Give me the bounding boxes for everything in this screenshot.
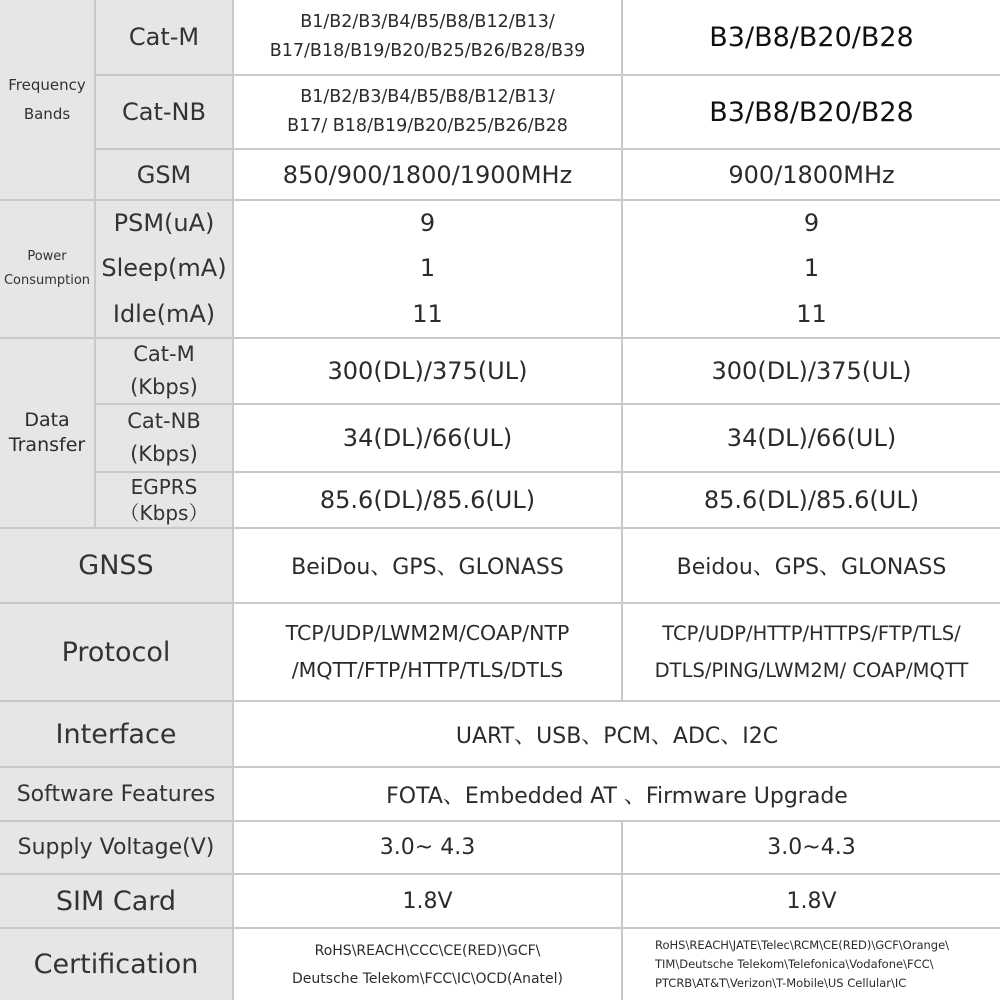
protocol-col2: TCP/UDP/HTTP/HTTPS/FTP/TLS/ DTLS/PING/LWM2M/ COAP/MQTT [623, 604, 1000, 700]
cat-nb-band-col1: B1/B2/B3/B4/B5/B8/B12/B13/ B17/ B18/B19/B20/B25/B26/B28 [234, 76, 621, 148]
grid-line [621, 820, 623, 1000]
cat-m-band-label: Cat-M [96, 0, 232, 74]
sleep-col2: 1 [623, 245, 1000, 291]
cat-m-band-col1: B1/B2/B3/B4/B5/B8/B12/B13/ B17/B18/B19/B20/B25/B26/B28/B39 [234, 0, 621, 74]
psm-col2: 9 [623, 201, 1000, 245]
gsm-band-label: GSM [96, 150, 232, 199]
grid-line [0, 700, 1000, 702]
gsm-band-col2: 900/1800MHz [623, 150, 1000, 199]
cat-m-rate-col2: 300(DL)/375(UL) [623, 339, 1000, 403]
cat-m-band-col2: B3/B8/B20/B28 [623, 0, 1000, 74]
cat-m-rate-col1: 300(DL)/375(UL) [234, 339, 621, 403]
egprs-rate-label: EGPRS （Kbps） [96, 473, 232, 527]
idle-col2: 11 [623, 291, 1000, 337]
cat-nb-band-label: Cat-NB [96, 76, 232, 148]
grid-line [621, 0, 623, 702]
gnss-col2: Beidou、GPS、GLONASS [623, 529, 1000, 602]
cat-nb-band-col2: B3/B8/B20/B28 [623, 76, 1000, 148]
grid-line [0, 602, 1000, 604]
software-features-label: Software Features [0, 768, 232, 820]
supply-voltage-label: Supply Voltage(V) [0, 822, 232, 873]
protocol-label: Protocol [0, 604, 232, 700]
gnss-col1: BeiDou、GPS、GLONASS [234, 529, 621, 602]
idle-label: Idle(mA) [96, 291, 232, 337]
data-transfer-group-label: Data Transfer [0, 339, 94, 527]
egprs-rate-col1: 85.6(DL)/85.6(UL) [234, 473, 621, 527]
gsm-band-col1: 850/900/1800/1900MHz [234, 150, 621, 199]
idle-col1: 11 [234, 291, 621, 337]
egprs-rate-col2: 85.6(DL)/85.6(UL) [623, 473, 1000, 527]
certification-label: Certification [0, 929, 232, 1000]
certification-col1: RoHS\REACH\CCC\CE(RED)\GCF\ Deutsche Telekom\FCC\IC\OCD(Anatel) [234, 929, 621, 1000]
supply-voltage-col1: 3.0~ 4.3 [234, 822, 621, 873]
gnss-label: GNSS [0, 529, 232, 602]
sleep-col1: 1 [234, 245, 621, 291]
supply-voltage-col2: 3.0~4.3 [623, 822, 1000, 873]
grid-line [0, 873, 1000, 875]
software-features-value: FOTA、Embedded AT 、Firmware Upgrade [234, 768, 1000, 820]
grid-line [0, 337, 1000, 339]
frequency-bands-group-label: Frequency Bands [0, 0, 94, 199]
interface-value: UART、USB、PCM、ADC、I2C [234, 702, 1000, 766]
certification-col2: RoHS\REACH\JATE\Telec\RCM\CE(RED)\GCF\Orange\ TIM\Deutsche Telekom\Telefonica\Vodafone\FCC\ PTCRB\AT&T\Verizon\T-Mobile\US Cellular\IC [623, 929, 1000, 1000]
cat-nb-rate-col2: 34(DL)/66(UL) [623, 405, 1000, 471]
sim-card-col1: 1.8V [234, 875, 621, 927]
grid-line [232, 0, 234, 1000]
power-consumption-group-label: Power Consumption [0, 201, 94, 337]
psm-col1: 9 [234, 201, 621, 245]
cat-m-rate-label: Cat-M (Kbps) [96, 339, 232, 403]
interface-label: Interface [0, 702, 232, 766]
grid-line [0, 766, 1000, 768]
grid-line [0, 820, 1000, 822]
protocol-col1: TCP/UDP/LWM2M/COAP/NTP /MQTT/FTP/HTTP/TLS/DTLS [234, 604, 621, 700]
cat-nb-rate-label: Cat-NB (Kbps) [96, 405, 232, 471]
grid-line [94, 0, 96, 527]
grid-line [0, 527, 1000, 529]
sim-card-col2: 1.8V [623, 875, 1000, 927]
sleep-label: Sleep(mA) [96, 245, 232, 291]
psm-label: PSM(uA) [96, 201, 232, 245]
sim-card-label: SIM Card [0, 875, 232, 927]
grid-line [0, 927, 1000, 929]
cat-nb-rate-col1: 34(DL)/66(UL) [234, 405, 621, 471]
grid-line [0, 199, 1000, 201]
